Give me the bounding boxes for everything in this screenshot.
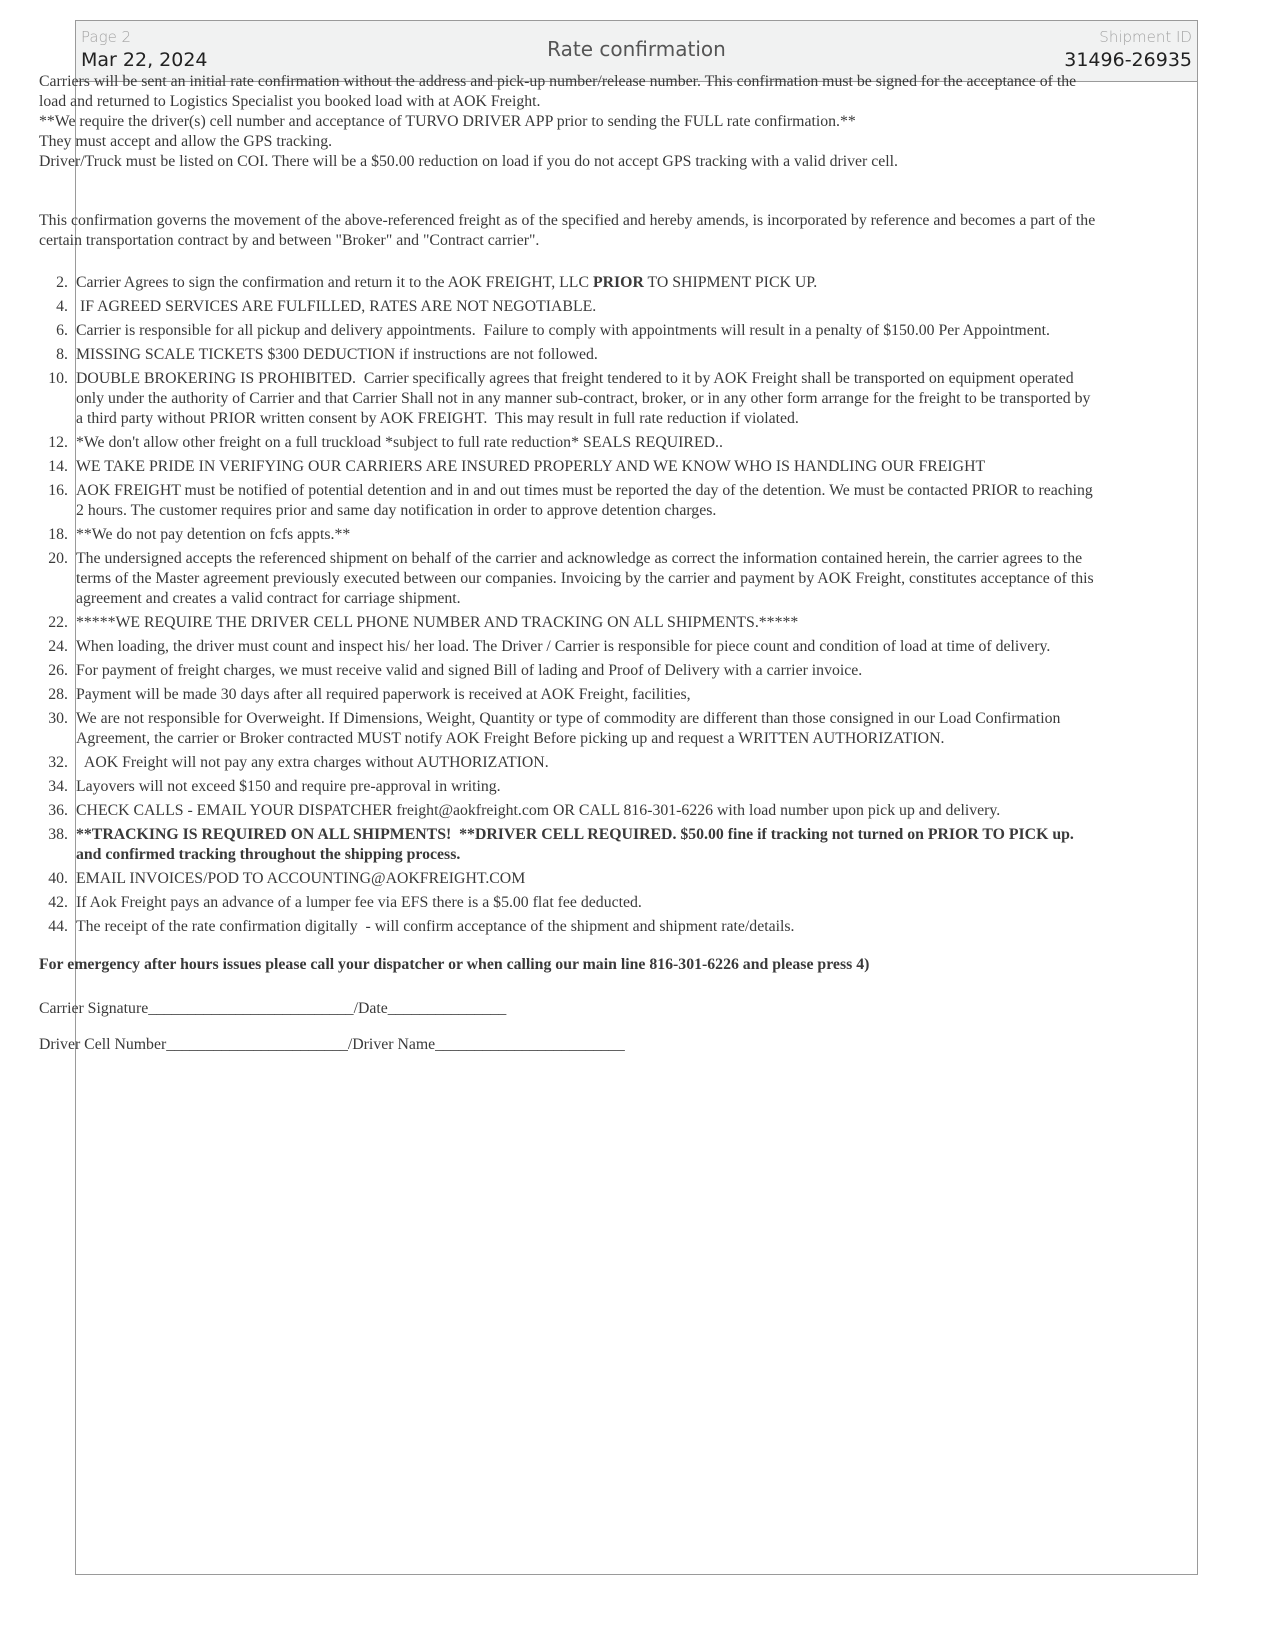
term-text: If Aok Freight pays an advance of a lumper fee via EFS there is a $5.00 flat fee deducted.: [76, 894, 642, 911]
term-item: [39, 637, 1099, 657]
term-text: The undersigned accepts the referenced shipment on behalf of the carrier and acknowledge as correct the information contained herein, the carrier agrees to the terms of the Master agreement previously executed between our companies. Invoicing by the carrier and payment by AOK Freight, constitutes acceptance of this agreement and creates a valid contract for carriage shipment.: [76, 550, 1098, 607]
term-text: **TRACKING IS REQUIRED ON ALL SHIPMENTS! **DRIVER CELL REQUIRED. $50.00 fine if tracking not turned on PRIOR TO PICK up. and confirmed tracking throughout the shipping process.: [76, 826, 1078, 863]
governs-paragraph: This confirmation governs the movement of the above-referenced freight as of the specified and hereby amends, is incorporated by reference and becomes a part of the certain transportation contract by and between "Broker" and "Contract carrier".: [39, 212, 1096, 249]
term-text: *We don't allow other freight on a full truckload *subject to full rate reduction* SEALS REQUIRED..: [76, 434, 723, 451]
term-item: [39, 709, 1099, 749]
term-text: **We do not pay detention on fcfs appts.**: [76, 526, 351, 543]
term-text: IF AGREED SERVICES ARE FULFILLED, RATES ARE NOT NEGOTIABLE.: [76, 298, 597, 315]
term-number: 30.: [48, 710, 68, 727]
term-number: 34.: [48, 778, 68, 795]
terms-list: [39, 273, 1099, 937]
emergency-notice: For emergency after hours issues please call your dispatcher or when calling our main line 816-301-6226 and please press 4): [39, 956, 870, 973]
intro-paragraph: Driver/Truck must be listed on COI. There will be a $50.00 reduction on load if you do not accept GPS tracking with a valid driver cell.: [39, 153, 898, 170]
term-text-pre: Carrier Agrees to sign the confirmation and return it to the AOK FREIGHT, LLC: [76, 274, 593, 291]
term-text: The receipt of the rate confirmation digitally - will confirm acceptance of the shipment and shipment rate/details.: [76, 918, 795, 935]
header-right: [1064, 27, 1192, 73]
term-item: [39, 801, 1099, 821]
term-number: 42.: [48, 894, 68, 911]
term-item: [39, 869, 1099, 889]
driver-info-line[interactable]: Driver Cell Number_______________________/Driver Name________________________: [39, 1036, 625, 1053]
intro-section: [39, 72, 1099, 172]
term-text: We are not responsible for Overweight. If Dimensions, Weight, Quantity or type of commodity are different than those consigned in our Load Confirmation Agreement, the carrier or Broker contracted MUST notify AOK Freight Before picking up and request a WRITTEN AUTHORIZATION.: [76, 710, 1064, 747]
term-text: MISSING SCALE TICKETS $300 DEDUCTION if instructions are not followed.: [76, 346, 598, 363]
carrier-signature-line[interactable]: Carrier Signature__________________________/Date_______________: [39, 1000, 507, 1017]
term-item: [39, 345, 1099, 365]
document-date: Mar 22, 2024: [81, 49, 208, 71]
term-number: 28.: [48, 686, 68, 703]
term-text: Layovers will not exceed $150 and require pre-approval in writing.: [76, 778, 501, 795]
page-number: Page 2: [81, 28, 132, 46]
term-text: [76, 274, 817, 291]
term-item: [39, 917, 1099, 937]
term-text-post: TO SHIPMENT PICK UP.: [643, 274, 818, 291]
term-number: 6.: [56, 322, 68, 339]
shipment-id-value: 31496-26935: [1064, 49, 1192, 71]
term-item: [39, 481, 1099, 521]
term-text: DOUBLE BROKERING IS PROHIBITED. Carrier specifically agrees that freight tendered to it by AOK Freight shall be transported on equipment operated only under the authority of Carrier and that Carrier Shall not in any manner sub-contract, broker, or in any other form arrange for the freight to be transported by a third party without PRIOR written consent by AOK FREIGHT. This may result in full rate reduction if violated.: [76, 370, 1095, 427]
term-number: 24.: [48, 638, 68, 655]
term-text: EMAIL INVOICES/POD TO ACCOUNTING@AOKFREIGHT.COM: [76, 870, 526, 887]
term-item: [39, 457, 1099, 477]
term-item: [39, 549, 1099, 609]
term-number: 18.: [48, 526, 68, 543]
term-number: 44.: [48, 918, 68, 935]
term-number: 14.: [48, 458, 68, 475]
term-item: [39, 297, 1099, 317]
term-item: [39, 893, 1099, 913]
term-number: 38.: [48, 826, 68, 843]
term-number: 26.: [48, 662, 68, 679]
term-text: For payment of freight charges, we must receive valid and signed Bill of lading and Proof of Delivery with a carrier invoice.: [76, 662, 863, 679]
document-body: [39, 72, 1099, 1055]
intro-paragraph: They must accept and allow the GPS tracking.: [39, 133, 333, 150]
term-number: 4.: [56, 298, 68, 315]
term-text: AOK Freight will not pay any extra charges without AUTHORIZATION.: [76, 754, 549, 771]
term-text: CHECK CALLS - EMAIL YOUR DISPATCHER freight@aokfreight.com OR CALL 816-301-6226 with load number upon pick up and delivery.: [76, 802, 1001, 819]
shipment-id-label: Shipment ID: [1099, 28, 1192, 46]
term-item: [39, 525, 1099, 545]
term-number: 40.: [48, 870, 68, 887]
term-number: 32.: [48, 754, 68, 771]
term-text: WE TAKE PRIDE IN VERIFYING OUR CARRIERS ARE INSURED PROPERLY AND WE KNOW WHO IS HANDLING OUR FREIGHT: [76, 458, 986, 475]
term-item: [39, 321, 1099, 341]
term-text: Payment will be made 30 days after all required paperwork is received at AOK Freight, facilities,: [76, 686, 691, 703]
term-text-emphasis: PRIOR: [592, 274, 644, 291]
term-item: [39, 661, 1099, 681]
term-number: 20.: [48, 550, 68, 567]
term-item: [39, 777, 1099, 797]
term-number: 10.: [48, 370, 68, 387]
term-item: [39, 369, 1099, 429]
term-item: [39, 753, 1099, 773]
term-number: 16.: [48, 482, 68, 499]
term-text: *****WE REQUIRE THE DRIVER CELL PHONE NUMBER AND TRACKING ON ALL SHIPMENTS.*****: [76, 614, 799, 631]
intro-paragraph: **We require the driver(s) cell number and acceptance of TURVO DRIVER APP prior to sending the FULL rate confirmation.**: [39, 113, 856, 130]
document-title: Rate confirmation: [547, 37, 726, 61]
intro-paragraph: Carriers will be sent an initial rate confirmation without the address and pick-up number/release number. This confirmation must be signed for the acceptance of the load and returned to Logistics Specialist you booked load with at AOK Freight.: [39, 73, 1077, 110]
term-text: Carrier is responsible for all pickup and delivery appointments. Failure to comply with appointments will result in a penalty of $150.00 Per Appointment.: [76, 322, 1050, 339]
term-item: [39, 433, 1099, 453]
term-text: When loading, the driver must count and inspect his/ her load. The Driver / Carrier is responsible for piece count and condition of load at time of delivery.: [76, 638, 1051, 655]
term-item: [39, 685, 1099, 705]
term-item: [39, 825, 1099, 865]
term-text: AOK FREIGHT must be notified of potential detention and in and out times must be reported the day of the detention. We must be contacted PRIOR to reaching 2 hours. The customer requires prior and same day notification in order to approve detention charges.: [76, 482, 1097, 519]
term-number: 2.: [56, 274, 68, 291]
term-number: 8.: [56, 346, 68, 363]
term-item: [39, 273, 1099, 293]
term-item: [39, 613, 1099, 633]
term-number: 12.: [48, 434, 68, 451]
term-number: 36.: [48, 802, 68, 819]
term-number: 22.: [48, 614, 68, 631]
